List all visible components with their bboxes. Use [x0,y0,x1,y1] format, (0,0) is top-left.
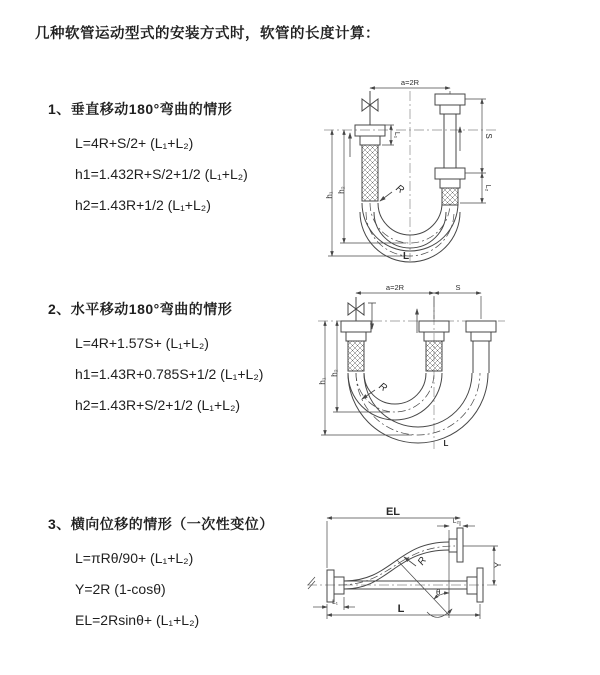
dim-label-radius: R [376,380,389,395]
upper-flange [457,528,463,562]
right-leg [435,94,465,205]
radius-leader [404,555,429,567]
formula-length: L=πRθ/90+ (L₁+L₂) [75,550,194,566]
dim-label-length: L [402,251,410,262]
formula-h1: h1=1.432R+S/2+1/2 (L₁+L₂) [75,166,248,182]
diagram-lateral-displacement [297,500,600,668]
formula-el: EL=2Rsinθ+ (L₁+L₂) [75,612,200,628]
left-leg [341,297,371,371]
left-leg [355,91,385,201]
dim-label-h2: h₂ [337,186,346,194]
dim-label-theta: θ [436,588,441,597]
dim-label-a2r: a=2R [385,283,405,292]
dim-label-length: L [443,439,449,448]
dim-label-radius: R [415,555,430,568]
formula-h2: h2=1.43R+S/2+1/2 (L₁+L₂) [75,397,241,413]
dim-label-s: S [455,283,461,292]
movement-arrows [368,303,417,333]
formula-length: L=4R+1.57S+ (L₁+L₂) [75,335,209,351]
dim-label-h2: h₂ [330,369,339,377]
dim-label-el: EL [385,506,401,518]
dim-label-l2: L₂ [484,184,491,192]
braided-hose-section [362,145,378,201]
page-title: 几种软管运动型式的安装方式时，软管的长度计算： [35,26,380,42]
displaced-hose-curve [339,528,463,589]
braided-hose-section [348,341,364,371]
section-horizontal-movement [35,299,305,421]
section-1-heading: 1、垂直移动180°弯曲的情形 [48,101,233,117]
dim-label-y: Y [493,561,503,569]
dim-label-l1: L₁ [332,599,338,606]
dim-label-length: L [397,603,405,615]
right-leg-moved [466,321,496,373]
braided-hose-section [426,341,442,371]
left-flange [327,570,344,602]
section-vertical-movement [35,99,305,221]
radius-leader [380,183,406,201]
dim-label-h1: h₁ [325,191,334,199]
hose-u-arcs [348,373,488,443]
dim-label-l1: L₁ [393,131,400,139]
dim-label-a2r: a=2R [400,78,420,87]
braided-hose-section [442,188,458,205]
section-3-heading: 3、横向位移的情形（一次性变位） [48,516,274,532]
centerlines [307,577,499,589]
diagram-vertical-180-bend [300,75,590,267]
formula-h2: h2=1.43R+1/2 (L₁+L₂) [75,197,211,213]
formula-length: L=4R+S/2+ (L₁+L₂) [75,135,194,151]
dimensions [321,293,481,435]
dim-label-s: S [484,133,493,139]
section-2-heading: 2、水平移动180°弯曲的情形 [48,301,233,317]
formula-y: Y=2R (1-cosθ) [75,581,166,597]
angle-construction [397,530,452,618]
dim-label-radius: R [393,182,406,197]
formula-h1: h1=1.43R+0.785S+1/2 (L₁+L₂) [75,366,264,382]
dim-label-h1: h₁ [318,377,327,385]
dim-label-l2: L₂ [452,518,460,525]
dimensions [328,88,486,256]
break-mark [308,577,315,589]
section-lateral-displacement [35,514,305,636]
diagram-horizontal-180-bend [300,283,600,463]
